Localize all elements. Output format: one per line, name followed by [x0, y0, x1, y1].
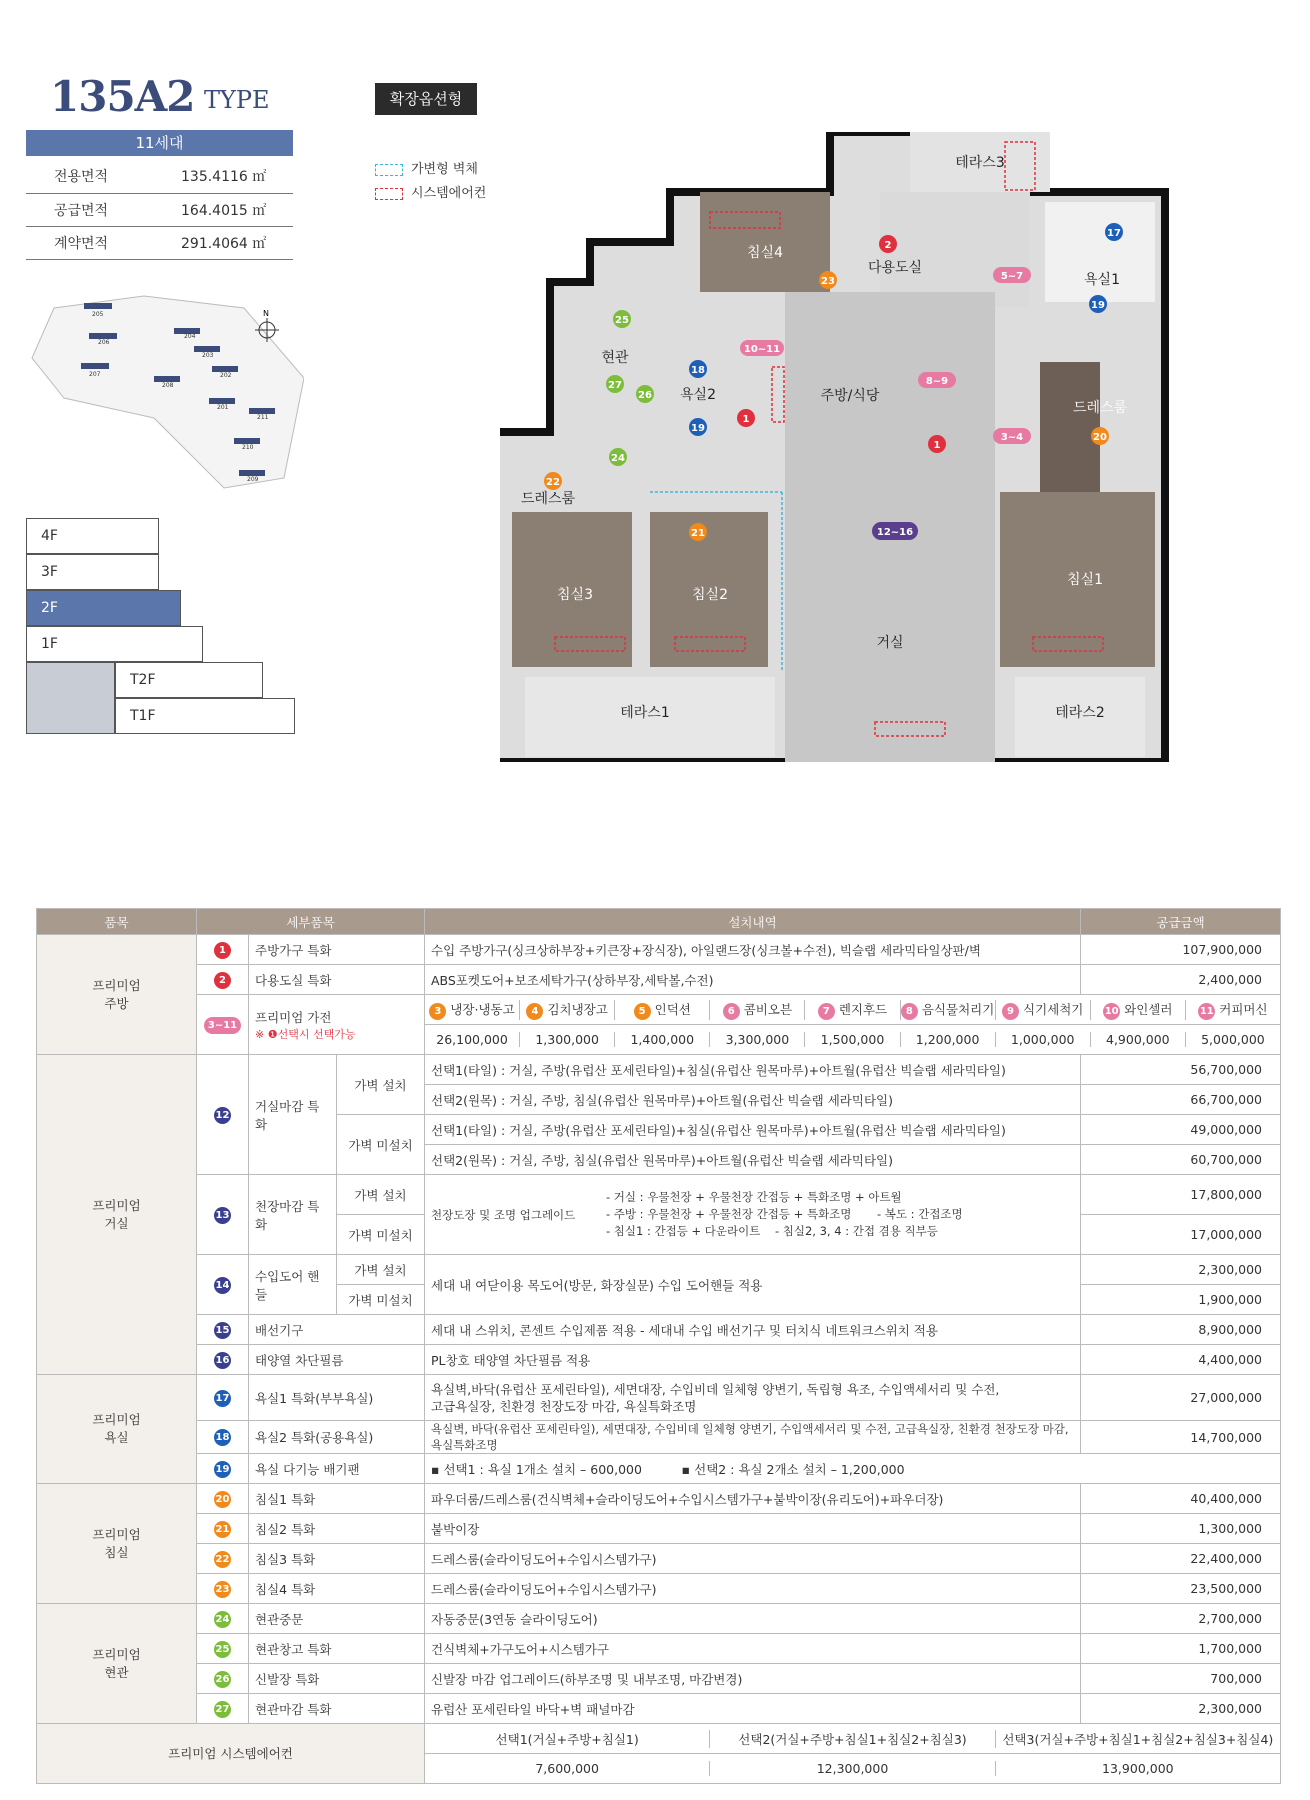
- bldg-label: 206: [98, 339, 110, 346]
- num-badge: 2: [214, 972, 231, 989]
- floor-t2f: T2F: [115, 662, 263, 698]
- svg-text:17: 17: [1107, 228, 1121, 239]
- dashed-cyan-icon: [375, 164, 403, 176]
- appliance-note: ※ ❶선택시 선택가능: [255, 1027, 356, 1041]
- floor-plan: [500, 132, 1180, 762]
- appliance-prices: 26,100,000 1,300,000 1,400,000 3,300,000 1,500,000 1,200,000 1,000,000 4,900,000 5,000,000: [425, 1032, 1280, 1047]
- detail-text: 수입 주방가구(싱크상하부장+키큰장+장식장), 아일랜드장(싱크볼+수전), 빅슬랩 세라믹타일상판/벽: [425, 935, 1081, 965]
- cat-kitchen: 프리미엄 주방: [37, 935, 197, 1055]
- type-code: 135A2: [50, 72, 195, 121]
- item-label: 거실마감 특화: [249, 1055, 337, 1175]
- item-label: 수입도어 핸들: [249, 1255, 337, 1315]
- room-kitchen: 주방/식당: [820, 388, 880, 404]
- bldg-label: 204: [184, 333, 196, 340]
- floor-4f: 4F: [26, 518, 159, 554]
- north-label: N: [263, 309, 269, 318]
- room-bed3: 침실3: [557, 587, 593, 603]
- dashed-red-icon: [375, 188, 403, 200]
- item-label: 주방가구 특화: [249, 935, 425, 965]
- svg-text:2: 2: [884, 240, 892, 251]
- th-category: 품목: [37, 909, 197, 935]
- th-price: 공급금액: [1081, 909, 1281, 935]
- room-bed4: 침실4: [747, 245, 783, 261]
- room-utility: 다용도실: [867, 260, 923, 276]
- option-table: 품목 세부품목 설치내역 공급금액 프리미엄 주방 1 주방가구 특화 수입 주방가구(싱크상하부장+키큰장+장식장), 아일랜드장(싱크볼+수전), 빅슬랩 세라믹타일상판/벽 107,900,000 2 다용도실 특화 ABS포켓도어+보조세탁가구(상하부장,세탁볼,수전) 2,400,000 3~11 프리미엄 가전 ※ ❶선택시 선택가능 3 냉장·냉동고 4 김치냉장고 5 인덕션 6 콤비오븐 7 렌지후드 8 음식물처리기 9 식기세척기 10 와인셀러 11 커피머신 26,100,000 1,300,000 1,400,000 3,300,000 1,500,000 1,200,000 1,000,000 4,900,000 5,000,000 프리미엄 거실 12 거실마감 특화 가벽 설치 선택1(타일) : 거실, 주방(유럽산 포세린타일)+침실(유럽산 원목마루)+아트월(유럽산 빅슬랩 세라믹타일) 56,700,000 선택2(원목) : 거실, 주방, 침실(유럽산 원목마루)+아트월(유럽산 빅슬랩 세라믹타일) 66,700,000 가벽 미설치 선택1(타일) : 거실, 주방(유럽산 포세린타일)+침실(유럽산 원목마루)+아트월(유럽산 빅슬랩 세라믹타일) 49,000,000 선택2(원목) : 거실, 주방, 침실(유럽산 원목마루)+아트월(유럽산 빅슬랩 세라믹타일) 60,700,000 13 천장마감 특화 가벽 설치 천장도장 및 조명 업그레이드 - 거실 : 우물천장 + 우물천장 간접등 + 특화조명 + 아트월 - 주방 : 우물천장 + 우물천장 간접등 + 특화조명 - 복도 : 간접조명 - 침실1 : 간접등 + 다운라이트 - 침실2, 3, 4 : 간접 겸용 직부등 17,800,000 가벽 미설치 17,000,000 14 수입도어 핸들 가벽 설치 세대 내 여닫이용 목도어(방문, 화장실문) 수입 도어핸들 적용 2,300,000 가벽 미설치 1,900,000 15 배선기구 세대 내 스위치, 콘센트 수입제품 적용 - 세대내 수입 배선기구 및 터치식 네트워크스위치 적용 8,900,000 16 태양열 차단필름 PL창호 태양열 차단필름 적용 4,400,000 프리미엄 욕실 17 욕실1 특화(부부욕실) 욕실벽,바닥(유럽산 포세린타일), 세면대장, 수입비데 일체형 양변기, 독립형 욕조, 수입액세서리 및 수전, 고급욕실장, 친환경 천장도장 마감, 욕실특화조명 27,000,000 18 욕실2 특화(공용욕실) 욕실벽, 바닥(유럽산 포세린타일), 세면대장, 수입비데 일체형 양변기, 수입액세서리 및 수전, 고급욕실장, 친환경 천장도장 마감, 욕실특화조명 14,700,000 19 욕실 다기능 배기팬 ▪ 선택1 : 욕실 1개소 설치 – 600,000 ▪ 선택2 : 욕실 2개소 설치 – 1,200,000 프리미엄 침실 20 침실1 특화 파우더룸/드레스룸(건식벽체+슬라이딩도어+수입시스템가구+붙박이장(유리도어)+파우더장) 40,400,000 21 침실2 특화 붙박이장 1,300,000 22 침실3 특화 드레스룸(슬라이딩도어+수입시스템가구) 22,400,000 23 침실4 특화 드레스룸(슬라이딩도어+수입시스템가구) 23,500,000 프리미엄 현관 24 현관중문 자동중문(3연동 슬라이딩도어) 2,700,000 25 현관창고 특화 건식벽체+가구도어+시스템가구 1,700,000 26 신발장 특화 신발장 마감 업그레이드(하부조명 및 내부조명, 마감변경) 700,000 27 현관마감 특화 유럽산 포세린타일 바닥+벽 패널마감 2,300,000 프리미엄 시스템에어컨 선택1(거실+주방+침실1) 선택2(거실+주방+침실1+침실2+침실3) 선택3(거실+주방+침실1+침실2+침실3+침실4) 7,600,000 12,300,000 13,900,000: [36, 908, 1281, 1784]
- bldg-label: 209: [247, 476, 259, 483]
- item-label: 프리미엄 가전: [255, 1009, 332, 1025]
- cat-aircon: 프리미엄 시스템에어컨: [37, 1724, 425, 1784]
- room-bed1: 침실1: [1067, 572, 1103, 588]
- cat-bath: 프리미엄 욕실: [37, 1375, 197, 1484]
- room-bath2: 욕실2: [680, 387, 716, 403]
- price: 2,400,000: [1081, 965, 1281, 995]
- bldg-label: 210: [242, 444, 254, 451]
- svg-text:19: 19: [1091, 300, 1105, 311]
- room-entry: 현관: [601, 350, 629, 366]
- room-terrace3: 테라스3: [955, 155, 1005, 171]
- room-living: 거실: [876, 635, 904, 651]
- floor-1f: 1F: [26, 626, 203, 662]
- room-terrace2: 테라스2: [1055, 705, 1105, 721]
- bldg-label: 207: [89, 371, 101, 378]
- num-badge: 1: [214, 942, 231, 959]
- bldg-label: 201: [217, 404, 229, 411]
- svg-text:25: 25: [615, 315, 629, 326]
- svg-text:26: 26: [638, 390, 652, 401]
- legend-variable-wall: 가변형 벽체: [375, 158, 478, 177]
- legend-aircon: 시스템에어컨: [375, 182, 486, 201]
- svg-text:8~9: 8~9: [925, 376, 949, 387]
- site-map: [24, 288, 304, 493]
- svg-text:18: 18: [691, 365, 705, 376]
- th-subitem: 세부품목: [197, 909, 425, 935]
- units-bar: 11세대: [26, 130, 293, 156]
- room-bath1: 욕실1: [1084, 272, 1120, 288]
- num-badge: 3~11: [204, 1017, 241, 1034]
- floor-t1f: T1F: [115, 698, 295, 734]
- svg-text:1: 1: [933, 440, 941, 451]
- bldg-label: 211: [257, 414, 269, 421]
- svg-text:5~7: 5~7: [1000, 271, 1024, 282]
- room-dress2: 드레스룸: [520, 491, 576, 507]
- appliance-names: 3 냉장·냉동고 4 김치냉장고 5 인덕션 6 콤비오븐 7 렌지후드 8 음식물처리기 9 식기세척기 10 와인셀러 11 커피머신: [425, 1000, 1280, 1020]
- svg-text:24: 24: [611, 453, 625, 464]
- svg-text:3~4: 3~4: [1000, 432, 1024, 443]
- cat-bed: 프리미엄 침실: [37, 1484, 197, 1604]
- item-label: 천장마감 특화: [249, 1175, 337, 1255]
- bldg-label: 202: [220, 372, 232, 379]
- floor-2f: 2F: [26, 590, 181, 626]
- svg-text:19: 19: [691, 423, 705, 434]
- svg-text:10~11: 10~11: [743, 344, 781, 355]
- svg-text:12~16: 12~16: [876, 527, 914, 538]
- svg-text:1: 1: [742, 414, 750, 425]
- cat-entry: 프리미엄 현관: [37, 1604, 197, 1724]
- th-detail: 설치내역: [425, 909, 1081, 935]
- svg-text:21: 21: [691, 528, 705, 539]
- room-terrace1: 테라스1: [620, 705, 670, 721]
- option-badge: 확장옵션형: [375, 83, 477, 115]
- room-dress1: 드레스룸: [1072, 400, 1128, 416]
- cat-living: 프리미엄 거실: [37, 1055, 197, 1375]
- floor-3f: 3F: [26, 554, 159, 590]
- item-label: 다용도실 특화: [249, 965, 425, 995]
- detail-text: ABS포켓도어+보조세탁가구(상하부장,세탁볼,수전): [425, 965, 1081, 995]
- bldg-label: 208: [162, 382, 174, 389]
- svg-text:23: 23: [821, 276, 835, 287]
- bldg-label: 203: [202, 352, 214, 359]
- svg-text:27: 27: [608, 380, 622, 391]
- area-table: 전용면적 135.4116 ㎡ 공급면적 164.4015 ㎡ 계약면적 291.4064 ㎡: [26, 160, 293, 260]
- bldg-label: 205: [92, 311, 104, 318]
- svg-text:22: 22: [546, 477, 560, 488]
- room-bed2: 침실2: [692, 587, 728, 603]
- floor-base: [26, 662, 115, 734]
- price: 107,900,000: [1081, 935, 1281, 965]
- svg-text:20: 20: [1093, 432, 1107, 443]
- type-word: TYPE: [204, 86, 270, 114]
- floor-diagram: [26, 518, 296, 758]
